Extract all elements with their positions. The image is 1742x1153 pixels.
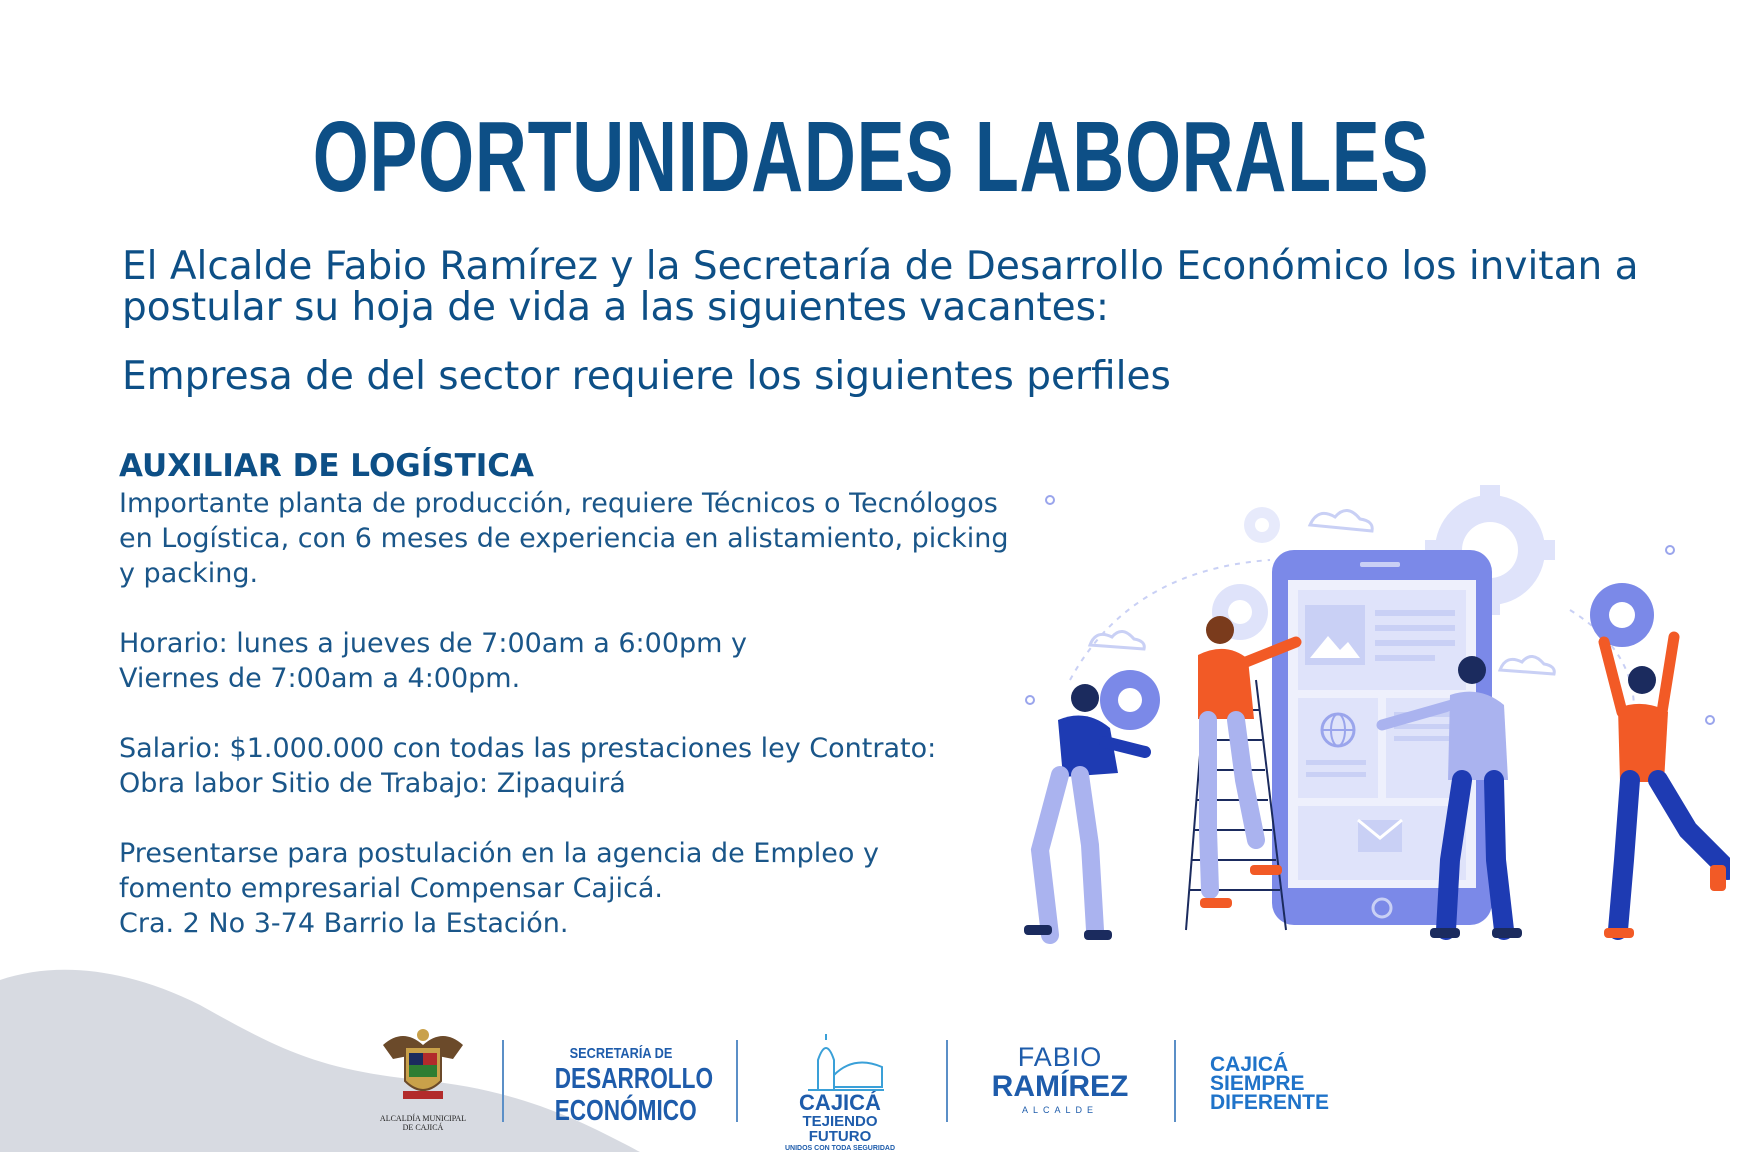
description-line: y packing. [119,558,259,589]
footer-divider [502,1040,504,1122]
job-apply-info [119,836,1079,941]
footer-divider [1174,1040,1176,1122]
apply-line: Presentarse para postulación en la agencia de Empleo y [119,838,879,869]
siempre-line: SIEMPRE [1210,1072,1305,1095]
description-line: en Logística, con 6 meses de experiencia en alistamiento, picking [119,523,1009,554]
alcaldia-escudo-logo [375,1025,471,1132]
fabio-line: RAMÍREZ [991,1070,1129,1103]
job-title: AUXILIAR DE LOGÍSTICA [119,448,535,484]
intro-line-2: postular su hoja de vida a las siguientes vacantes: [122,285,1110,330]
cajica-siempre-diferente-logo [1210,1055,1380,1112]
escudo-caption: DE CAJICÁ [402,1123,444,1132]
job-description [119,486,1079,591]
schedule-line: Viernes de 7:00am a 4:00pm. [119,663,521,694]
cajica-tf-line: TEJIENDO FUTURO [802,1113,878,1145]
secretaria-logo [536,1045,714,1127]
description-line: Importante planta de producción, requiere Técnicos o Tecnólogos [119,488,998,519]
image-icon [1305,605,1365,665]
intro-line-1: El Alcalde Fabio Ramírez y la Secretaría de Desarrollo Económico los invitan a [122,244,1639,289]
schedule-line: Horario: lunes a jueves de 7:00am a 6:00pm y [119,628,748,659]
capitol-icon [788,1030,888,1092]
secretaria-line: ECONÓMICO [554,1095,697,1127]
coat-of-arms-icon [375,1025,471,1109]
secretaria-line: SECRETARÍA DE [569,1045,673,1062]
page-title: OPORTUNIDADES LABORALES [312,101,1430,213]
intro-text [122,246,1662,328]
gear-icon [1100,670,1160,730]
subheading: Empresa de del sector requiere los siguientes perfiles [122,354,1171,399]
fabio-ramirez-logo [990,1043,1130,1117]
salary-line: Obra labor Sitio de Trabajo: Zipaquirá [119,768,626,799]
team-illustration [1010,480,1730,950]
gear-icon [1244,507,1280,543]
cajica-tf-line: CAJICÁ [799,1090,881,1115]
salary-line: Salario: $1.000.000 con todas las prestaciones ley Contrato: [119,733,937,764]
apply-line: fomento empresarial Compensar Cajicá. [119,873,663,904]
mail-icon [1358,820,1402,852]
job-schedule [119,626,1079,696]
cloud-icon [1500,656,1554,674]
footer-divider [946,1040,948,1122]
cloud-icon [1310,510,1372,531]
job-salary [119,731,1079,801]
siempre-line: CAJICÁ [1210,1053,1289,1076]
fabio-line: FABIO [1017,1042,1103,1072]
cajica-tejiendo-futuro-logo [770,1030,910,1153]
siempre-line: DIFERENTE [1210,1091,1330,1114]
gear-icon [1590,583,1654,647]
footer-divider [736,1040,738,1122]
apply-line: Cra. 2 No 3-74 Barrio la Estación. [119,908,569,939]
fabio-line: ALCALDE [1021,1105,1099,1115]
escudo-caption: ALCALDÍA MUNICIPAL [379,1114,467,1123]
cajica-tf-line: UNIDOS CON TODA SEGURIDAD [784,1145,896,1152]
secretaria-line: DESARROLLO [554,1063,714,1095]
